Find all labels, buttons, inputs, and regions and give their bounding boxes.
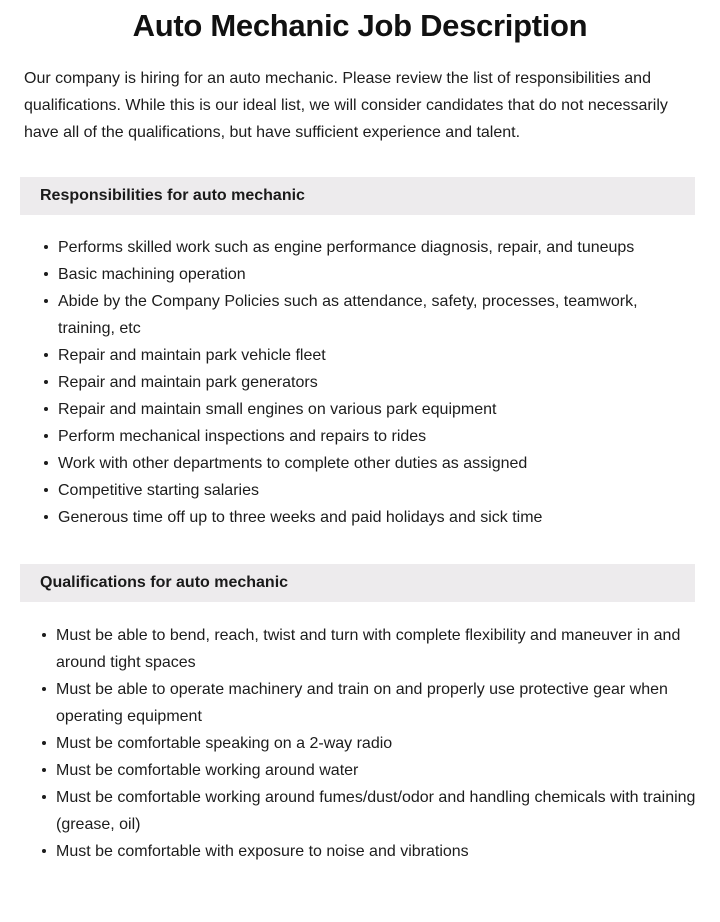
page-title: Auto Mechanic Job Description xyxy=(132,8,588,43)
list-item: Repair and maintain small engines on various park equipment xyxy=(58,396,696,423)
section-header-qualifications: Qualifications for auto mechanic xyxy=(20,564,695,602)
list-item: Abide by the Company Policies such as attendance, safety, processes, teamwork, training, etc xyxy=(58,288,696,342)
list-item: Must be comfortable working around water xyxy=(56,757,696,784)
list-item: Work with other departments to complete other duties as assigned xyxy=(58,450,696,477)
list-item: Generous time off up to three weeks and paid holidays and sick time xyxy=(58,504,696,531)
list-item: Repair and maintain park generators xyxy=(58,369,696,396)
list-item: Perform mechanical inspections and repairs to rides xyxy=(58,423,696,450)
intro-paragraph: Our company is hiring for an auto mechanic. Please review the list of responsibilities and qualifications. While this is our ideal list, we will consider candidates that do not necessarily have all of the qualifications, but have sufficient experience and talent. xyxy=(24,70,668,141)
list-item: Must be able to operate machinery and train on and properly use protective gear when operating equipment xyxy=(56,676,696,730)
list-item: Must be comfortable speaking on a 2-way radio xyxy=(56,730,696,757)
list-item: Competitive starting salaries xyxy=(58,477,696,504)
list-item: Basic machining operation xyxy=(58,261,696,288)
section-header-responsibilities: Responsibilities for auto mechanic xyxy=(20,177,695,215)
list-item: Performs skilled work such as engine performance diagnosis, repair, and tuneups xyxy=(58,234,696,261)
list-item: Must be comfortable working around fumes/dust/odor and handling chemicals with training (grease, oil) xyxy=(56,784,696,838)
list-item: Must be comfortable with exposure to noise and vibrations xyxy=(56,838,696,865)
responsibilities-list xyxy=(0,234,720,531)
list-item: Repair and maintain park vehicle fleet xyxy=(58,342,696,369)
qualifications-list xyxy=(0,622,720,865)
list-item: Must be able to bend, reach, twist and turn with complete flexibility and maneuver in and around tight spaces xyxy=(56,622,696,676)
section-responsibilities xyxy=(0,177,720,531)
section-qualifications xyxy=(0,564,720,865)
